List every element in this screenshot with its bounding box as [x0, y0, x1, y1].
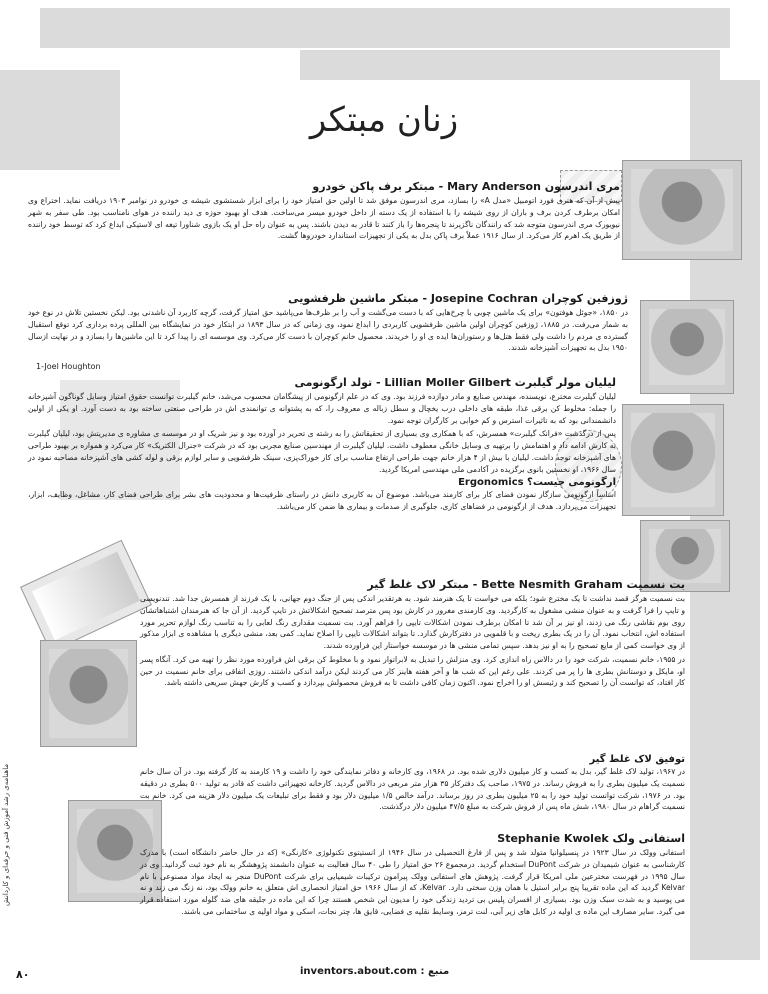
page-number: ۸۰	[16, 968, 30, 981]
section-subheading: توفیق لاک غلط گیر	[589, 754, 685, 765]
section-paragraph: اساساً ارگونومی سازگار نمودن فضای کار برای کارمند می‌باشد. موضوع آن به کاربری دانش در راستای ظرفیت‌ها و محدودیت های بشر برای طراحی فضای کار، مشاغل، وظایف، ابزار، تجهیزات می‌پردازد. هدف از ارگونومی در فضاهای کاری، جلوگیری از صدمات و بیماری ها ضمن کار می‌باشد.	[28, 490, 616, 512]
section-paragraph: در ۱۸۵۰، «جوئل هوفتون» برای یک ماشین چوبی با چرخ‌هایی که با دست می‌گشت و آب را بر ظرف‌ها می‌پاشید حق امتیاز گرفت، گرچه کاربرد آن ناشدنی بود. لیکن نخستین تلاش در نوع خود به شمار می‌رفت. در ۱۸۸۵، ژوزفین کوچران اولین ماشین ظرفشویی کاربردی را ابداع نمود، وی زمانی که در سال ۱۸۹۳ در ابتکار خود در نمایشگاه بین المللی پرده برداری کرد توقع استقبال گسترده ی مردم را داشت ولی فقط هتل‌ها و رستوران‌ها ایده ی او را خریدند. محصول خانم کوچران با دست کار می‌کرد. وی موسسه ای را پیدا کرد تا این ماشین‌ها را بسازد و در نهایت ازسال ۱۹۵۰ بدل به تجهیزات آشپزخانه شدند.	[28, 308, 628, 353]
section-mary-anderson	[28, 180, 620, 244]
section-bette-success	[140, 752, 685, 815]
page-title: زنان مبتکر	[309, 100, 459, 140]
section-paragraph: بت نسمیت هرگز قصد نداشت تا یک مخترع شود؛ بلکه می خواست تا یک هنرمند شود. به هرتقدیر اندکی پس از جنگ دوم جهانی، با یک فرزند از همسرش جدا شد. تندنویسی و تایپ را فرا گرفت و به عنوان منشی مشغول به کارگردید. وی کارمندی مغرور در کارش بود پس مترصد تصحیح اشکالاتش در تایپ گردید. از آن جا که هنرمندان اشتباهاتشان روی بوم نقاشی رنگ می زدند، او نیز بر آن شد تا امکان برطرف نمودن اشکالات تایپی را فراهم آورد. بت نسمیت مقداری رنگ لعابی را به تناسب رنگ لوازم تحریر مورد استفاده اش، انتخاب نمود. آن را در یک بطری ریخت و با قلمویی در دفترکارش گذارد. تا بتواند اشکالات تایپی را اصلاح نماید. کمی بعد، منشی دیگری با مشاهده ی ابزار مذکور از وی خواست کمی از مایع تصحیح را به او نیز بدهد. سپس تمامی منشی ها در موسسه خواستار این فراورده شدند.	[140, 594, 685, 651]
section-paragraph: استفانی وولک در سال ۱۹۲۳ در پنسیلوانیا متولد شد و پس از فارغ التحصیلی در سال ۱۹۴۶ از انستیتوی تکنولوژی «کارنگی» (که در حال حاضر دانشگاه است) با مدرک کارشناسی به عنوان شیمیدان در شرکت DuPont استخدام گردید. درمجموع ۲۶ حق امتیاز را طی ۴۰ سال فعالیت به عنوان دانشمند پژوهشگر به نام خود ثبت گردانید. وی در سال ۱۹۹۵ در فهرست مخترعین ملی امریکا قرار گرفت. پژوهش های استفانی وولک پیرامون ترکیبات شیمیایی برای شرکت DuPont منجر به ایجاد مواد مصنوعی با نام Kelvar گردید که این ماده تقریبا پنج برابر استیل با همان وزن سختی دارد. Kelvar، که از سال ۱۹۶۶ حق امتیاز انحصاری اش متعلق به خانم وولک بود، نه زنگ می زند و نه می پوسید و به شدت سبک وزن بود. بسیاری از افسران پلیس بی تردید زندگی خود را مدیون این شخص هستند چرا که این ماده در جلیقه های ضد گلوله مورد استفاده قرار می گیرد. سایر مصارف این ماده ی اولیه در کابل های زیر آبی، لنت ترمز، وسایط نقلیه ی فضایی، قایق ها، چتر نجات، اسکی و مواد اولیه ی ساختمانی می باشند.	[140, 848, 686, 916]
liquid-paper-bottle-image	[20, 540, 152, 653]
section-paragraph: پیش از آن که هنری فورد اتومبیل «مدل A» را بسازد، مری اندرسون موفق شد تا اولین حق امتیاز خود را برای ابزار شستشوی شیشه ی خودرو در نوامبر ۱۹۰۳ دریافت نماید. اختراع وی امکان برطرف کردن برف و باران از روی شیشه را با استفاده از یک دسته از داخل خودرو میسر می‌ساخت. هدف او بهبود حوزه ی دید راننده در هوای نامناسب بود. طی سفر به شهر نیویورک مری اندرسون متوجه شد که رانندگان ناگزیرند تا پنجره‌ها را باز کنند تا قادر به دیدن باشند. پس به عنوان راه حل او یک بازوی شناورا تیغه ای لاستیکی ابداع کرد که توسط خود راننده از طریق یک اهرم کار می‌کرد. از سال ۱۹۱۶ عملاً برف پاکن بدل به یکی از تجهیزات استاندارد خودروها گشت.	[28, 196, 621, 241]
photo-credit: 1-Joel Houghton	[36, 362, 101, 371]
decorative-stroke	[40, 8, 730, 48]
section-bette-nesmith-graham	[140, 578, 685, 691]
section-heading: بت نسمیت Bette Nesmith Graham - مبتکر لاک غلط گیر	[367, 578, 685, 591]
magazine-side-text: ماهنامه‌ی رشد آموزش فنی و حرفه‌ای و کاردانش	[2, 763, 10, 907]
source-line: منبع : inventors.about.com	[300, 966, 450, 977]
portrait-mary-anderson	[622, 160, 742, 260]
section-stephanie-kwolek	[140, 832, 685, 920]
section-heading: ژوزفین کوچران Josepine Cochran - مبتکر ماشین ظرفشویی	[288, 292, 628, 305]
decorative-stroke	[300, 50, 720, 80]
section-paragraph: در ۱۹۶۷، تولید لاک غلط گیر، بدل به کسب و کار میلیون دلاری شده بود. در ۱۹۶۸، وی کارخانه و دفاتر نمایندگی خود را داشت و ۱۹ کارمند به کار گرفته بود. در آن سال خانم نسمیت یک میلیون بطری را به فروش رساند. در ۱۹۷۵، صاحب یک دفترکار ۳۵ هزار متر مربعی در دالاس گردید. کارخانه تجهیزاتی داشت که قادر به تولید ۵۰۰ بطری در دقیقه بود. در ۱۹۷۶، شرکت توانست تولید خود را به ۲۵ میلیون بطری در روز برساند. درآمد خالص ۱/۵ میلیون دلار بود و فقط برای تبلیغات یک میلیون دلار هزینه می کرد. خانم بت نسمیت گراهام در سال ۱۹۸۰، شش ماه پس از فروش شرکت به مبلغ ۴۷/۵ میلیون دلار درگذشت.	[140, 767, 685, 812]
section-heading: مری اندرسون Mary Anderson - مبتکر برف پاکن خودرو	[312, 180, 620, 193]
section-subheading: ارگونومی چیست؟ Ergonomics	[458, 477, 616, 489]
section-lillian-gilbert	[28, 376, 616, 515]
section-heading: استفانی ولک Stephanie Kwolek	[497, 832, 685, 845]
section-josephine-cochran	[28, 292, 628, 356]
section-paragraph: در ۱۹۵۵، خانم نسمیت، شرکت خود را در دالاس راه اندازی کرد. وی منزلش را تبدیل به لابراتوار نمود و با مخلوط کن برقی اش فراورده مورد نظر را تهیه می کرد. آنگاه پسر او، مایکل و دوستانش بطری ها را پر می کردند. علی رغم این که شب ها و آخر هفته هاینز کار می کردند لیکن درآمد اندکی داشتند. روزی اتفاقی برای خانم نسمیت در حین کار افتاد، که توانست آن را تصحیح کند و رئیسش او را اخراج نمود. اکنون زمان کافی داشت تا به فروش محصولش بپردازد و کسب و کارش جهش سریعی داشته باشد.	[140, 654, 685, 688]
section-paragraph: لیلیان گیلبرت مخترع، نویسنده، مهندس صنایع و مادر دوازده فرزند بود. وی که در علم ارگونومی از پیشگامان محسوب می‌شد، خانم گیلبرت توانست حقوق امتیاز وسایل گوناگون آشپزخانه را جمله: مخلوط کن برقی غذا، طبقه های داخلی درب یخچال و سطل زباله ی معروف را، که به پشتوانه ی توانمندی اش در طراحی صنعتی ساخته بود به دست آورد. او یکی از اولین دانشمندانی بود که به تاثیرات استرس و کم خوابی بر کارگران توجه نمود.	[28, 392, 616, 425]
portrait-josephine-cochran	[640, 300, 734, 394]
portrait-lillian-gilbert	[622, 404, 724, 516]
section-paragraph: پس از درگذشت «فرانک گیلبرت» همسرش، که با همکاری وی بسیاری از تحقیقاتش را به رشته ی تحریر در آورده بود و نیز شریک او در موسسه ی مشاوره ی مدیریتش بود، لیلیان گیلبرت به کارش ادامه داد و اهتمامش را برتهیه ی وسایل خانگی معطوف داشت. لیلیان گیلبرت از مهندسین صنایع مجربی بود که در شرکت «جنرال الکتریک» کار می‌کرد و همواره بر بهبود طراحی های آشپزخانه توجه داشت. لیلیان با بیش از ۴ هزار خانم جهت طراحی ارتفاع مناسب برای کار خوراک‌پزی، سینک ظرفشویی و سایر لوازم برقی و لوله کشی های آشپزخانه مصاحبه نمود در سال ۱۹۶۶، او نخستین بانوی برگزیده در آکادمی ملی مهندسی امریکا گردید.	[28, 429, 616, 474]
portrait-bette-nesmith-graham	[40, 640, 137, 747]
section-heading: لیلیان مولر گیلبرت Lillian Moller Gilbert - تولد ارگونومی	[294, 376, 616, 389]
